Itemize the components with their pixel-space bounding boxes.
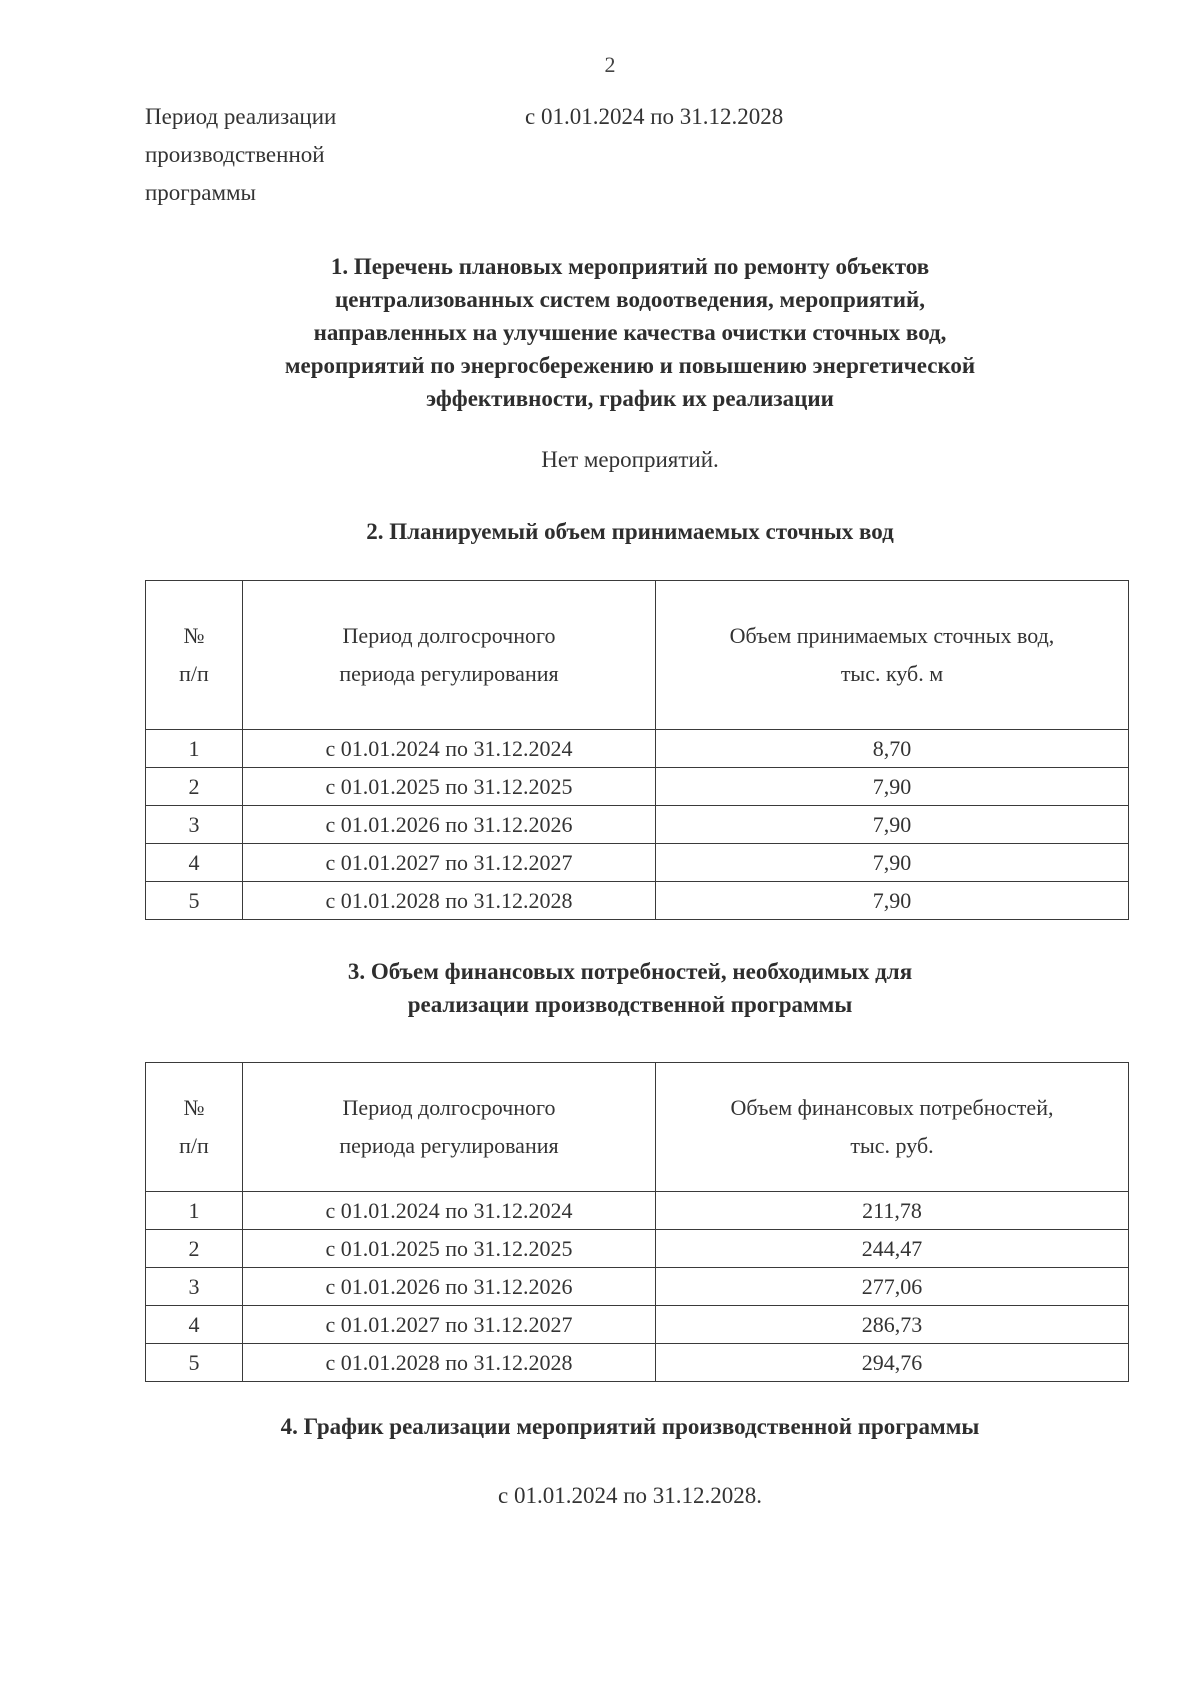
cell-value: 7,90 xyxy=(656,768,1129,806)
cell-period: с 01.01.2026 по 31.12.2026 xyxy=(243,806,656,844)
header-line: Объем принимаемых сточных вод, xyxy=(729,623,1055,648)
header-line: Период долгосрочного xyxy=(342,623,556,648)
header-line: Период долгосрочного xyxy=(342,1095,556,1120)
period-label-line: Период реализации xyxy=(145,104,337,129)
header-line: п/п xyxy=(179,661,209,686)
header-line: периода регулирования xyxy=(339,661,559,686)
header-line: тыс. куб. м xyxy=(840,661,944,686)
cell-period: с 01.01.2025 по 31.12.2025 xyxy=(243,1230,656,1268)
header-cell-finance xyxy=(656,1063,1129,1192)
table-row xyxy=(146,1344,1129,1382)
table-header-row xyxy=(146,581,1129,730)
header-cell-period xyxy=(243,1063,656,1192)
table-header-row xyxy=(146,1063,1129,1192)
cell-value: 294,76 xyxy=(656,1344,1129,1382)
cell-period: с 01.01.2024 по 31.12.2024 xyxy=(243,730,656,768)
header-line: Объем финансовых потребностей, xyxy=(730,1095,1054,1120)
header-line: п/п xyxy=(179,1133,209,1158)
header-line: № xyxy=(183,623,205,648)
header-line: № xyxy=(183,1095,205,1120)
cell-number: 5 xyxy=(146,882,243,920)
cell-period: с 01.01.2024 по 31.12.2024 xyxy=(243,1192,656,1230)
cell-value: 244,47 xyxy=(656,1230,1129,1268)
heading-line: реализации производственной программы xyxy=(407,992,853,1017)
cell-value: 7,90 xyxy=(656,844,1129,882)
table-row xyxy=(146,882,1129,920)
wastewater-volume-table xyxy=(145,580,1129,920)
cell-value: 7,90 xyxy=(656,806,1129,844)
cell-number: 1 xyxy=(146,730,243,768)
cell-period: с 01.01.2028 по 31.12.2028 xyxy=(243,882,656,920)
section-1-heading xyxy=(150,250,1110,415)
heading-line: централизованных систем водоотведения, мероприятий, xyxy=(334,287,925,312)
heading-line: мероприятий по энергосбережению и повышению энергетической xyxy=(284,353,976,378)
header-cell-volume xyxy=(656,581,1129,730)
section-4-text: с 01.01.2024 по 31.12.2028. xyxy=(497,1483,763,1508)
section-4-heading: 4. График реализации мероприятий производственной программы xyxy=(280,1414,980,1439)
table-row xyxy=(146,1268,1129,1306)
section-2-heading: 2. Планируемый объем принимаемых сточных вод xyxy=(366,519,894,544)
table-row xyxy=(146,730,1129,768)
header-cell-number xyxy=(146,1063,243,1192)
cell-period: с 01.01.2027 по 31.12.2027 xyxy=(243,1306,656,1344)
cell-value: 211,78 xyxy=(656,1192,1129,1230)
table-row xyxy=(146,806,1129,844)
cell-number: 1 xyxy=(146,1192,243,1230)
header-line: периода регулирования xyxy=(339,1133,559,1158)
table-row xyxy=(146,1306,1129,1344)
period-label-line: производственной xyxy=(145,142,325,167)
table-row xyxy=(146,768,1129,806)
cell-period: с 01.01.2027 по 31.12.2027 xyxy=(243,844,656,882)
cell-period: с 01.01.2028 по 31.12.2028 xyxy=(243,1344,656,1382)
cell-period: с 01.01.2025 по 31.12.2025 xyxy=(243,768,656,806)
heading-line: 3. Объем финансовых потребностей, необходимых для xyxy=(347,959,913,984)
financial-needs-table xyxy=(145,1062,1129,1382)
cell-period: с 01.01.2026 по 31.12.2026 xyxy=(243,1268,656,1306)
heading-line: 1. Перечень плановых мероприятий по ремонту объектов xyxy=(330,254,930,279)
header-line: тыс. руб. xyxy=(850,1133,934,1158)
cell-number: 3 xyxy=(146,806,243,844)
section-3-heading xyxy=(150,955,1110,1021)
cell-number: 4 xyxy=(146,844,243,882)
cell-value: 7,90 xyxy=(656,882,1129,920)
cell-number: 4 xyxy=(146,1306,243,1344)
cell-value: 277,06 xyxy=(656,1268,1129,1306)
period-value: с 01.01.2024 по 31.12.2028 xyxy=(525,104,784,129)
header-cell-number xyxy=(146,581,243,730)
page-number: 2 xyxy=(604,52,616,77)
header-cell-period xyxy=(243,581,656,730)
table-row xyxy=(146,844,1129,882)
cell-number: 5 xyxy=(146,1344,243,1382)
heading-line: направленных на улучшение качества очистки сточных вод, xyxy=(313,320,947,345)
period-label xyxy=(145,98,465,212)
heading-line: эффективности, график их реализации xyxy=(426,386,834,411)
table-row xyxy=(146,1192,1129,1230)
cell-number: 3 xyxy=(146,1268,243,1306)
cell-number: 2 xyxy=(146,768,243,806)
cell-value: 8,70 xyxy=(656,730,1129,768)
cell-value: 286,73 xyxy=(656,1306,1129,1344)
section-1-text: Нет мероприятий. xyxy=(541,447,719,472)
period-label-line: программы xyxy=(145,180,257,205)
cell-number: 2 xyxy=(146,1230,243,1268)
table-row xyxy=(146,1230,1129,1268)
